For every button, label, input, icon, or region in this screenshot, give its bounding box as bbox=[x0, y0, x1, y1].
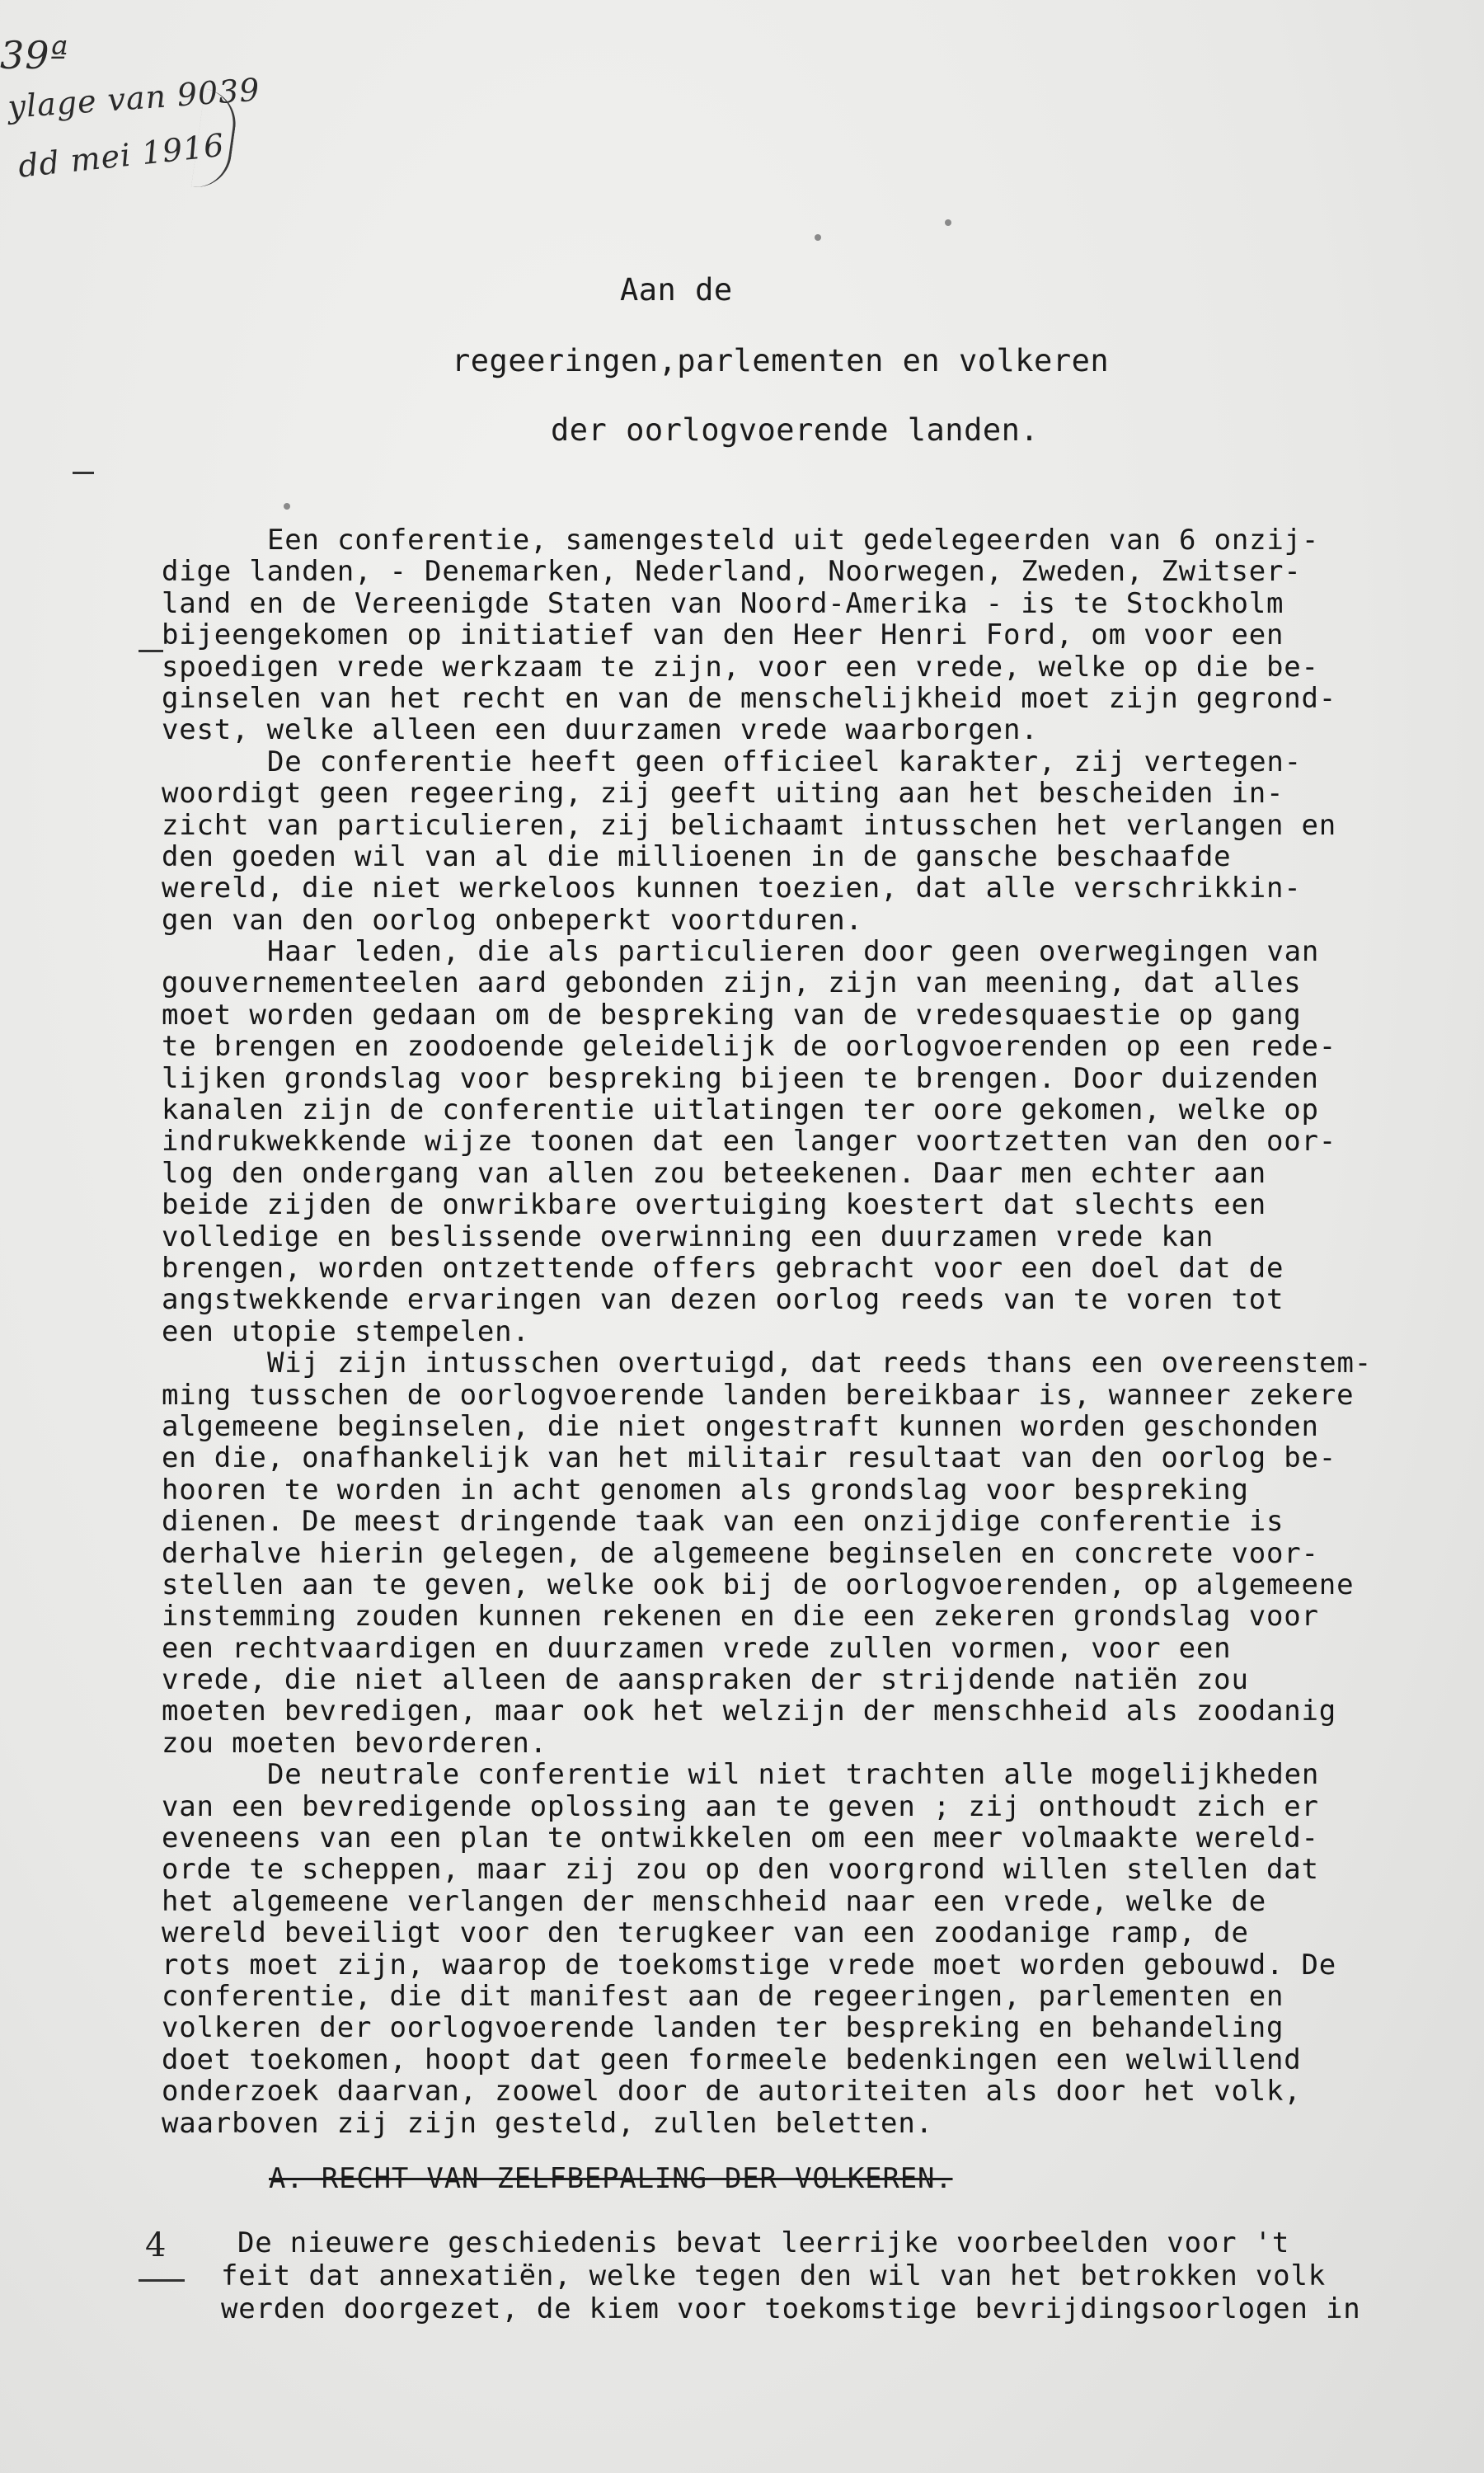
text-line: eveneens van een plan te ontwikkelen om een meer volmaakte wereld- bbox=[162, 1822, 1319, 1855]
text-line: het algemeene verlangen der menschheid naar een vrede, welke de bbox=[162, 1884, 1266, 1918]
margin-dash bbox=[73, 472, 94, 474]
text-line: brengen, worden ontzettende offers gebracht voor een doel dat de bbox=[162, 1251, 1284, 1285]
text-line: woordigt geen regeering, zij geeft uiting aan het bescheiden in- bbox=[162, 777, 1284, 811]
text-line: Wij zijn intusschen overtuigd, dat reeds thans een overeenstem- bbox=[267, 1347, 1372, 1380]
paper-speck bbox=[815, 234, 821, 241]
text-line: rots moet zijn, waarop de toekomstige vrede moet worden gebouwd. De bbox=[162, 1948, 1337, 1982]
text-line: zou moeten bevorderen. bbox=[162, 1726, 547, 1760]
text-line: een utopie stempelen. bbox=[162, 1314, 530, 1348]
text-line: De neutrale conferentie wil niet trachten alle mogelijkheden bbox=[267, 1758, 1320, 1792]
text-line: gouvernementeelen aard gebonden zijn, zijn van meening, dat alles bbox=[162, 966, 1302, 1000]
text-line: bijeengekomen op initiatief van den Heer Henri Ford, om voor een bbox=[162, 618, 1284, 652]
paper-speck bbox=[284, 503, 290, 510]
text-line: beide zijden de onwrikbare overtuiging koestert dat slechts een bbox=[162, 1188, 1266, 1222]
text-line: volkeren der oorlogvoerende landen ter bespreking en behandeling bbox=[162, 2011, 1284, 2045]
text-line: den goeden wil van al die millioenen in de gansche beschaafde bbox=[162, 839, 1232, 873]
text-line: onderzoek daarvan, zoowel door de autoriteiten als door het volk, bbox=[162, 2075, 1302, 2109]
text-line: van een bevredigende oplossing aan te geven ; zij onthoudt zich er bbox=[162, 1789, 1319, 1823]
text-line: moeten bevredigen, maar ook het welzijn der menschheid als zoodanig bbox=[162, 1695, 1337, 1728]
margin-number-mark: 4 bbox=[145, 2226, 167, 2264]
margin-dash bbox=[139, 650, 163, 652]
text-line: doet toekomen, hoopt dat geen formeele bedenkingen een welwillend bbox=[162, 2043, 1302, 2076]
text-line: vrede, die niet alleen de aanspraken der strijdende natiën zou bbox=[162, 1663, 1249, 1697]
text-line: gen van den oorlog onbeperkt voortduren. bbox=[162, 903, 863, 937]
manifest-body bbox=[162, 524, 1415, 2139]
text-line: angstwekkende ervaringen van dezen oorlog reeds van te voren tot bbox=[162, 1283, 1284, 1317]
text-line: vest, welke alleen een duurzamen vrede waarborgen. bbox=[162, 713, 1039, 747]
text-line: spoedigen vrede werkzaam te zijn, voor een vrede, welke op die be- bbox=[162, 650, 1319, 684]
text-line: volledige en beslissende overwinning een duurzamen vrede kan bbox=[162, 1220, 1214, 1253]
text-line: log den ondergang van allen zou beteekenen. Daar men echter aan bbox=[162, 1156, 1266, 1190]
text-line: werden doorgezet, de kiem voor toekomstige bevrijdingsoorlogen in bbox=[221, 2292, 1361, 2325]
text-line: Een conferentie, samengesteld uit gedelegeerden van 6 onzij- bbox=[267, 524, 1320, 557]
text-line: feit dat annexatiën, welke tegen den wil van het betrokken volk bbox=[221, 2259, 1326, 2292]
archive-number-handwritten: 39ª bbox=[0, 33, 69, 78]
text-line: kanalen zijn de conferentie uitlatingen ter oore gekomen, welke op bbox=[162, 1093, 1319, 1127]
text-line: instemming zouden kunnen rekenen en die een zekeren grondslag voor bbox=[162, 1600, 1319, 1634]
address-line-3: der oorlogvoerende landen. bbox=[551, 412, 1040, 448]
text-line: waarboven zij zijn gesteld, zullen beletten. bbox=[162, 2106, 933, 2140]
text-line: De conferentie heeft geen officieel karakter, zij vertegen- bbox=[267, 745, 1302, 778]
section-a-body bbox=[162, 2226, 1415, 2325]
text-line: indrukwekkende wijze toonen dat een langer voortzetten van den oor- bbox=[162, 1125, 1337, 1159]
text-line: conferentie, die dit manifest aan de regeeringen, parlementen en bbox=[162, 1979, 1284, 2013]
text-line: lijken grondslag voor bespreking bijeen te brengen. Door duizenden bbox=[162, 1061, 1319, 1095]
text-line: een rechtvaardigen en duurzamen vrede zullen vormen, voor een bbox=[162, 1631, 1232, 1665]
address-line-2: regeeringen,parlementen en volkeren bbox=[452, 343, 1110, 378]
text-line: dienen. De meest dringende taak van een onzijdige conferentie is bbox=[162, 1505, 1284, 1539]
text-line: ginselen van het recht en van de menschelijkheid moet zijn gegrond- bbox=[162, 681, 1337, 715]
text-line: derhalve hierin gelegen, de algemeene beginselen en concrete voor- bbox=[162, 1536, 1319, 1570]
text-line: wereld, die niet werkeloos kunnen toezien, dat alle verschrikkin- bbox=[162, 872, 1302, 905]
text-line: land en de Vereenigde Staten van Noord-Amerika - is te Stockholm bbox=[162, 586, 1284, 620]
text-line: orde te scheppen, maar zij zou op den voorgrond willen stellen dat bbox=[162, 1853, 1319, 1887]
text-line: hooren te worden in acht genomen als grondslag voor bespreking bbox=[162, 1473, 1249, 1507]
address-line-1: Aan de bbox=[620, 272, 733, 308]
text-line: te brengen en zoodoende geleidelijk de oorlogvoerenden op een rede- bbox=[162, 1030, 1337, 1064]
text-line: zicht van particulieren, zij belichaamt intusschen het verlangen en bbox=[162, 808, 1337, 842]
paper-speck bbox=[945, 219, 951, 226]
text-line: wereld beveiligt voor den terugkeer van een zoodanige ramp, de bbox=[162, 1916, 1249, 1950]
handwritten-note-line2: dd mei 1916 bbox=[16, 126, 227, 185]
text-line: ming tusschen de oorlogvoerende landen bereikbaar is, wanneer zekere bbox=[162, 1378, 1355, 1412]
text-line: algemeene beginselen, die niet ongestraft kunnen worden geschonden bbox=[162, 1409, 1319, 1443]
text-line: Haar leden, die als particulieren door geen overwegingen van bbox=[267, 935, 1320, 969]
handwritten-note-line1: ylage van 9039 bbox=[7, 71, 261, 125]
text-line: stellen aan te geven, welke ook bij de oorlogvoerenden, op algemeene bbox=[162, 1568, 1355, 1601]
text-line: De nieuwere geschiedenis bevat leerrijke voorbeelden voor 't bbox=[237, 2226, 1290, 2259]
text-line: en die, onafhankelijk van het militair resultaat van den oorlog be- bbox=[162, 1441, 1337, 1475]
text-line: dige landen, - Denemarken, Nederland, Noorwegen, Zweden, Zwitser- bbox=[162, 555, 1302, 589]
struck-section-heading: A. RECHT VAN ZELFBEPALING DER VOLKEREN. bbox=[269, 2162, 953, 2195]
text-line: moet worden gedaan om de bespreking van de vredesquaestie op gang bbox=[162, 998, 1302, 1032]
